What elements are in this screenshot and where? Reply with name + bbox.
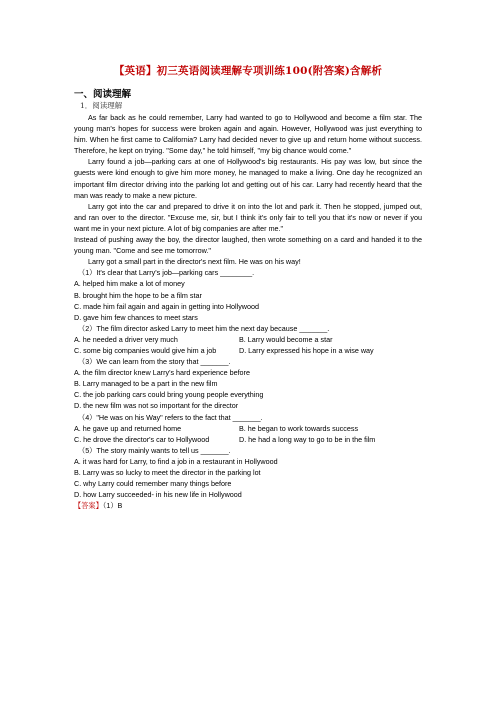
sub-heading: 1．阅读理解 <box>80 101 123 110</box>
question-stem: （5）The story mainly wants to tell us _______. <box>78 445 231 455</box>
question-option: A. the film director knew Larry's hard experience before <box>74 368 250 378</box>
question-option: B. Larry managed to be a part in the new film <box>74 379 218 389</box>
option-row <box>74 334 422 345</box>
question-stem: （1）It's clear that Larry's job—parking cars ________. <box>78 268 255 278</box>
question-option: D. the new film was not so important for the director <box>74 401 239 411</box>
question-option: A. he gave up and returned home <box>74 423 182 433</box>
question-option: B. brought him the hope to be a film star <box>74 290 202 300</box>
question-option: A. he needed a driver very much <box>74 334 178 344</box>
passage-paragraph: Larry found a job—parking cars at one of Hollywood's big restaurants. His pay was low, but since the guests were kind enough to give him more money, he managed to make a living. One day he recognized an important film director driving into the parking lot and getting out of his car. Larry had recently heard that the man was ready to make a new picture. <box>74 157 422 200</box>
question-option: D. Larry expressed his hope in a wise way <box>239 345 374 355</box>
question-option: C. he drove the director's car to Hollywood <box>74 434 210 444</box>
question-stem: （4）"He was on his Way" refers to the fact that _______. <box>78 412 263 422</box>
answer-line <box>74 500 422 511</box>
question-option: B. he began to work towards success <box>239 423 359 433</box>
passage-paragraph: Instead of pushing away the boy, the director laughed, then wrote something on a card and handed it to the young man. "Come and see me tomorrow." <box>74 235 422 256</box>
question-option: A. helped him make a lot of money <box>74 279 185 289</box>
passage-paragraph: Larry got into the car and prepared to drive it on into the lot and park it. Then he stopped, jumped out, and ran over to the director. "Excuse me, sir, but I think it's only fair to tell you that it's now or never if you want me in your next picture. A lot of big companies are after me." <box>74 201 422 233</box>
question-option: D. gave him few chances to meet stars <box>74 312 198 322</box>
question-option: C. why Larry could remember many things before <box>74 479 232 489</box>
document-body <box>74 112 422 511</box>
passage-paragraph: As far back as he could remember, Larry had wanted to go to Hollywood and become a film star. The young man's hopes for success were broken again and again. However, Hollywood was just everything to him. When he first came to California? Larry had decided never to give up and return home without success. Therefore, he kept on trying. "Some day," he told himself, "my big chance would come." <box>74 113 422 156</box>
question-option: D. how Larry succeeded- in his new life in Hollywood <box>74 490 242 500</box>
question-option: D. he had a long way to go to be in the film <box>239 434 376 444</box>
question-option: B. Larry was so lucky to meet the director in the parking lot <box>74 468 261 477</box>
question-option: C. made him fail again and again in getting into Hollywood <box>74 301 259 311</box>
question-option: C. the job parking cars could bring young people everything <box>74 390 264 400</box>
question-option: B. Larry would become a star <box>239 334 333 344</box>
section-heading: 一、阅读理解 <box>74 89 132 100</box>
option-row <box>74 345 422 356</box>
option-row <box>74 434 422 445</box>
answer-text: （1）B <box>102 501 123 511</box>
answer-tag: 【答案】 <box>74 501 103 511</box>
page-title: 【英语】初三英语阅读理解专项训练100(附答案)含解析 <box>113 65 383 77</box>
question-option: C. some big companies would give him a job <box>74 345 217 355</box>
question-stem: （2）The film director asked Larry to meet him the next day because _______. <box>78 323 330 333</box>
passage-paragraph: Larry got a small part in the director's next film. He was on his way! <box>88 257 301 267</box>
option-row <box>74 423 422 434</box>
question-option: A. it was hard for Larry, to find a job in a restaurant in Hollywood <box>74 456 278 466</box>
question-stem: （3）We can learn from the story that _______. <box>78 357 231 367</box>
